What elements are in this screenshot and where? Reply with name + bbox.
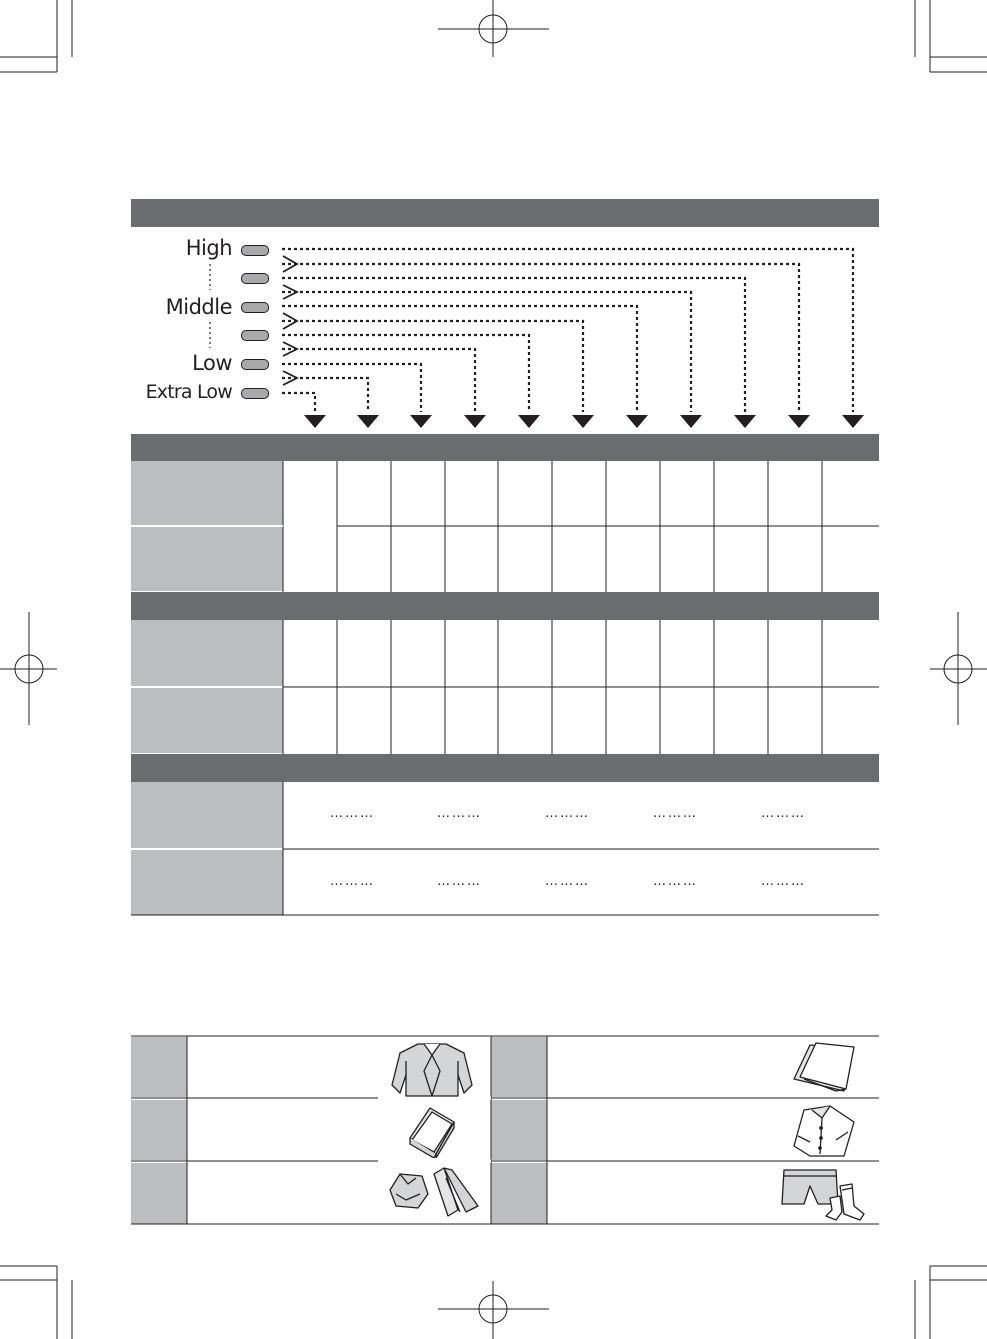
jacket-icon (388, 1041, 476, 1097)
towel-icon (788, 1039, 858, 1095)
dots-row1-2: ……… (437, 806, 482, 821)
shirt-icon (790, 1102, 858, 1158)
shorts-socks-icon (780, 1164, 866, 1222)
dots-row2-5: ……… (761, 874, 806, 889)
level-label-high: High (185, 236, 232, 260)
dots-row2-4: ……… (653, 874, 698, 889)
dots-row2-3: ……… (545, 874, 590, 889)
level-label-middle: Middle (165, 295, 232, 319)
level-label-extra-low: Extra Low (145, 381, 232, 403)
dots-row2-1: ……… (330, 874, 375, 889)
dots-row1-1: ……… (330, 806, 375, 821)
dots-row1-4: ……… (653, 806, 698, 821)
folded-cloth-icon (406, 1104, 458, 1158)
dots-row2-2: ……… (437, 874, 482, 889)
dots-row1-5: ……… (761, 806, 806, 821)
level-label-low: Low (192, 351, 232, 375)
dots-row1-3: ……… (545, 806, 590, 821)
sweater-trousers-icon (386, 1164, 480, 1224)
